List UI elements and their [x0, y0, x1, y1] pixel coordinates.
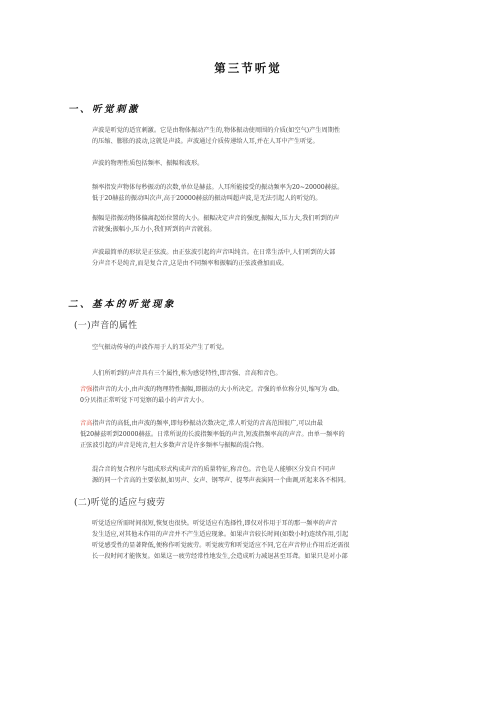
paragraph-line: 发生适应,对其他未作用的声音并不产生适应现象。如果声音较长时间(如数小时)连续作用,引起 — [92, 531, 349, 538]
paragraph-frequency — [80, 182, 420, 204]
paragraph-line: 低20赫兹听到20000赫兹。日常所说的长波指频率低的声音,短波指频率高的声音。由单一频率的 — [80, 431, 345, 438]
paragraph-line: 分声音不是纯音,而是复合音,这是由不同频率和振幅的正弦波叠加而成。 — [92, 260, 288, 267]
paragraph-line: 振幅是指振动物体偏离起始位置的大小。振幅决定声音的强度,振幅大,压力大,我们听到的声 — [92, 215, 340, 222]
keyword-loudness: 音强 — [80, 386, 93, 393]
keyword-pitch: 音高 — [80, 420, 93, 427]
paragraph-line: 听觉感受性的显著降低,便称作听觉疲劳。听觉疲劳和听觉适应不同,它在声音停止作用后还需很 — [92, 542, 350, 549]
paragraph-line: 声波的物理性质包括频率、振幅和波形。 — [92, 160, 204, 167]
paragraph-line: 空气振动传导的声波作用于人的耳朵产生了听觉。 — [92, 344, 229, 351]
subsection-heading-sound-attributes: (一)声音的属性 — [74, 321, 138, 331]
paragraph-line: 混合音的复合程序与组成形式构成声音的质量特征,称音色。音色是人能够区分发自不同声 — [92, 466, 336, 473]
section-heading-basic-phenomena: 二、基本的听觉现象 — [68, 299, 177, 310]
paragraph-line: 声波最简单的形状是正弦波。由正弦波引起的声音叫纯音。在日常生活中,人们听到的大部 — [92, 249, 336, 256]
paragraph-line: 的压缩、膨胀的波动,这就是声波。声波通过介质传递给人耳,并在人耳中产生听觉。 — [92, 138, 319, 145]
paragraph-amplitude — [80, 213, 420, 235]
paragraph-timbre — [80, 464, 420, 486]
paragraph-line: 音就强;振幅小,压力小,我们听到的声音就弱。 — [92, 226, 216, 233]
paragraph-line: 长一段时间才能恢复。如果这一疲劳经常性地发生,会造成听力减退甚至耳聋。如果只是对小部 — [92, 553, 348, 560]
paragraph-sine-wave — [80, 247, 420, 269]
paragraph-pitch — [80, 418, 420, 451]
paragraph-line: 音强指声音的大小,由声波的物理特性振幅,即振动的大小所决定。音强的单位称分贝,缩写为 db。 — [80, 386, 344, 393]
paragraph-three-attributes — [80, 368, 420, 379]
paragraph-line: 音高指声音的高低,由声波的频率,即每秒振动次数决定,常人听觉的音高范围很广,可以由最 — [80, 420, 323, 427]
paragraph-line: 源的同一个音高的主要依据,如男声、女声、钢琴声、提琴声表演同一个曲调,听起来各不相同。 — [92, 477, 350, 484]
paragraph-line: 人们所听到的声音具有三个属性,称为感觉特性,即音强、音高和音色。 — [92, 370, 282, 377]
paragraph-line: 0分贝指正常听觉下可觉察的最小的声音大小。 — [80, 397, 208, 404]
paragraph-sound-wave — [80, 125, 420, 147]
paragraph-loudness — [80, 384, 420, 406]
paragraph-line: 频率指发声物体每秒振动的次数,单位是赫兹。人耳所能接受的振动频率为20~20000赫兹。 — [92, 184, 344, 191]
page-title: 第三节听觉 — [214, 61, 282, 75]
section-heading-auditory-stimulus: 一、听觉刺激 — [68, 104, 141, 115]
paragraph-air-vibration — [80, 342, 420, 353]
paragraph-physical-properties — [80, 158, 420, 169]
paragraph-adaptation — [80, 518, 420, 562]
paragraph-line: 听觉适应所需时间很短,恢复也很快。听觉适应有选择性,即仅对作用于耳的那一频率的声音 — [92, 520, 338, 527]
paragraph-line: 声波是听觉的适宜刺激。它是由物体振动产生的,物体振动使周围的介质(如空气)产生周期性 — [92, 127, 341, 134]
paragraph-line: 正弦波引起的声音是纯音,但大多数声音是许多频率与振幅的混合物。 — [80, 442, 268, 449]
subsection-heading-adaptation-fatigue: (二)听觉的适应与疲劳 — [74, 498, 166, 508]
paragraph-line: 低于20赫兹的振动叫次声,高于20000赫兹的振动叫超声波,是无法引起人的听觉的。 — [92, 195, 322, 202]
